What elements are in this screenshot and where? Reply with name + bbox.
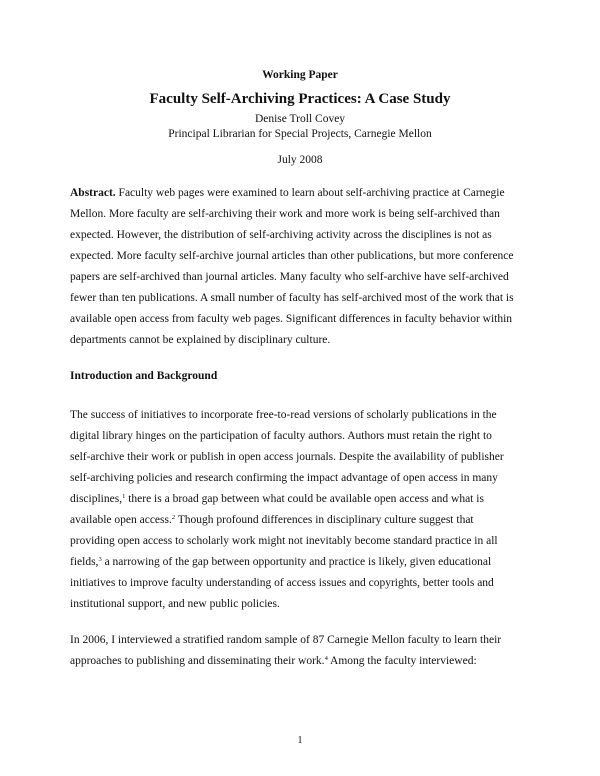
paragraph-line: approaches to publishing and disseminating their work.$^4$ Among the faculty interviewed: <box>70 655 477 667</box>
abstract-line: expected. More faculty self-archive journal articles than other publications, but more conference <box>70 250 514 262</box>
abstract-line: papers are self-archived than journal articles. Many faculty who self-archive have self-archived <box>70 271 509 283</box>
abstract-heading: Abstract. <box>70 187 116 199</box>
paragraph-line: available open access.$^2$ Though profound differences in disciplinary culture suggest that <box>70 514 474 526</box>
footnote-ref-4: 4 <box>324 655 328 662</box>
paragraph-line: providing open access to scholarly work might not inevitably become standard practice in all <box>70 535 498 547</box>
paragraph-line: In 2006, I interviewed a stratified random sample of 87 Carnegie Mellon faculty to learn their <box>70 634 502 646</box>
paragraph-line: disciplines,$^1$ there is a broad gap between what could be available open access and what is <box>70 493 484 505</box>
footnote-ref-1: 1 <box>122 493 126 500</box>
author-name: Denise Troll Covey <box>254 113 346 125</box>
abstract-line: expected. However, the distribution of self-archiving activity across the disciplines is not as <box>70 229 492 241</box>
working-paper-label: Working Paper <box>262 69 338 81</box>
paragraph-line: initiatives to improve faculty understanding of access issues and copyrights, better tools and <box>70 577 494 589</box>
paragraph-line: digital library hinges on the participation of faculty authors. Authors must retain the right to <box>70 430 492 442</box>
paragraph-line: self-archive their work or publish in open access journals. Despite the availability of publisher <box>70 451 504 463</box>
abstract-line: Mellon. More faculty are self-archiving their work and more work is being self-archived than <box>70 208 500 220</box>
paragraph-line: self-archiving policies and research confirming the impact advantage of open access in many <box>70 472 498 484</box>
page-number: 1 <box>297 735 303 746</box>
abstract-line: departments cannot be explained by disciplinary culture. <box>70 334 331 346</box>
publication-date: July 2008 <box>277 154 323 166</box>
abstract-line: fewer than ten publications. A small number of faculty has self-archived most of the work that is <box>70 292 514 304</box>
abstract-line: available open access from faculty web pages. Significant differences in faculty behavior within <box>70 313 513 325</box>
paragraph-line: institutional support, and new public policies. <box>70 598 280 610</box>
footnote-ref-3: 3 <box>98 556 102 563</box>
paragraph-line: The success of initiatives to incorporate free-to-read versions of scholarly publications in the <box>70 409 497 421</box>
author-affiliation: Principal Librarian for Special Projects, Carnegie Mellon <box>168 128 432 140</box>
footnote-ref-2: 2 <box>171 514 176 521</box>
paper-title: Faculty Self-Archiving Practices: A Case Study <box>149 91 451 107</box>
section-heading: Introduction and Background <box>70 370 218 382</box>
paragraph-line: fields,$^3$ a narrowing of the gap between opportunity and practice is likely, given educational <box>70 556 492 568</box>
abstract-line: Abstract. Faculty web pages were examined to learn about self-archiving practice at Carnegie <box>70 187 505 199</box>
